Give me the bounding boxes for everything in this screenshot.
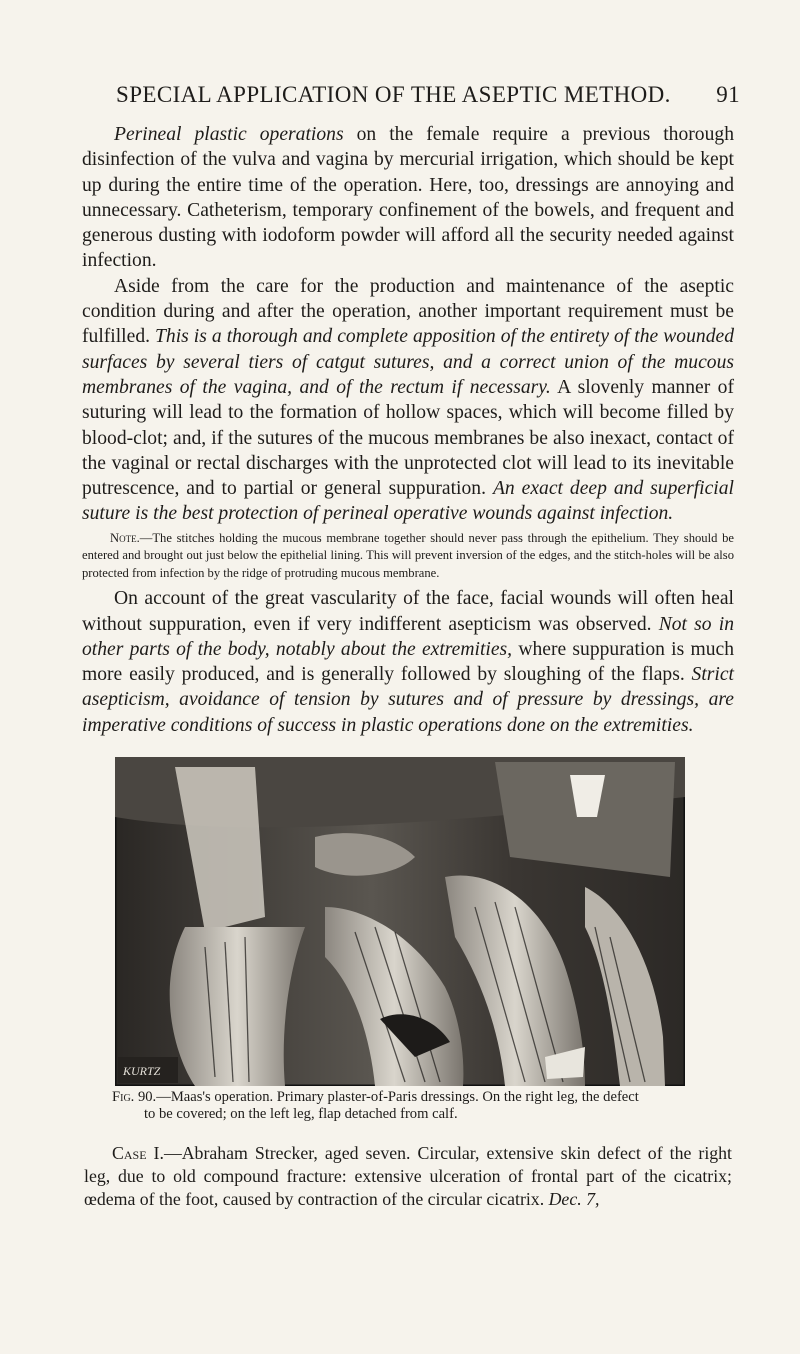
paragraph-text: On account of the great vascularity of the face, facial wounds will often heal without suppuration, even if very indifferent asepticism was observed. [82, 588, 734, 635]
case-paragraph [84, 1142, 732, 1211]
caption-label: Fig. 90. [112, 1089, 157, 1105]
engraving-legs-illustration [115, 757, 685, 1086]
figure-caption [112, 1089, 702, 1122]
paragraph-text: A slovenly manner of suturing will lead to the formation of hollow spaces, which will become filled by blood-clot; and, if the sutures of the mucous membranes be also inexact, contact of the vaginal or rectal discharges with the unprotected clot will lead to its inevitable putrescence, and to partial or general suppuration. [82, 376, 734, 500]
page-number: 91 [716, 82, 740, 107]
paragraph-perineal [82, 122, 734, 274]
note-text: —The stitches holding the mucous membrane together should never pass through the epithelium. They should be entered and brought out just below the epithelial lining. This will prevent inversion of the edges, and the stitch-holes will be also protected from infection by the ridge of protruding mucous membrane. [82, 530, 734, 580]
italic-emphasis: An exact deep and superficial suture is the best protection of perineal operative wounds against infection. [82, 478, 734, 525]
paragraph-vascularity [82, 586, 734, 738]
caption-line-1: —Maas's operation. Primary plaster-of-Paris dressings. On the right leg, the defect [156, 1089, 639, 1105]
running-title: SPECIAL APPLICATION OF THE ASEPTIC METHOD. [116, 82, 671, 107]
italic-emphasis: Strict asepticism, avoidance of tension by sutures and of pressure by dressings, are imperative conditions of success in plastic operations done on the extremities. [82, 664, 734, 736]
paragraph-apposition [82, 274, 734, 527]
italic-lead: Perineal plastic operations [114, 124, 344, 145]
italic-emphasis: Not so in other parts of the body, notably about the extremities, [82, 613, 734, 660]
engraver-signature: KURTZ [123, 1064, 161, 1078]
caption-line-2: to be covered; on the left leg, flap detached from calf. [144, 1105, 458, 1122]
case-text: —Abraham Strecker, aged seven. Circular, extensive skin defect of the right leg, due to old compound fracture: extensive ulceration of frontal part of the cicatrix; œdema of the foot, caused by contraction of the circular cicatrix. [84, 1143, 732, 1209]
paragraph-text: where suppuration is much more easily produced, and is generally followed by sloughing of the flaps. [82, 638, 734, 686]
case-report [84, 1142, 732, 1211]
paragraph-text: Aside from the care for the production and maintenance of the aseptic condition during and after the operation, another important requirement must be fulfilled. [82, 275, 734, 348]
figure-90-illustration [115, 757, 685, 1086]
note-block [82, 530, 734, 583]
case-label: Case I. [112, 1143, 164, 1163]
paragraph-text: on the female require a previous thorough disinfection of the vulva and vagina by mercurial irrigation, which should be kept up during the entire time of the operation. Here, too, dressings are annoying and unnecessary. Catheterism, temporary confinement of the bowels, and frequent and generous dusting with iodoform powder will afford all the security needed against infection. [82, 124, 734, 272]
running-header [116, 82, 740, 108]
main-text [82, 122, 734, 738]
note-label: Note. [110, 530, 140, 545]
case-date: Dec. 7, [548, 1189, 600, 1209]
italic-emphasis: This is a thorough and complete apposition of the entirety of the wounded surfaces by several tiers of catgut sutures, and a correct union of the mucous membranes of the vagina, and of the rectum if necessary. [82, 326, 734, 398]
